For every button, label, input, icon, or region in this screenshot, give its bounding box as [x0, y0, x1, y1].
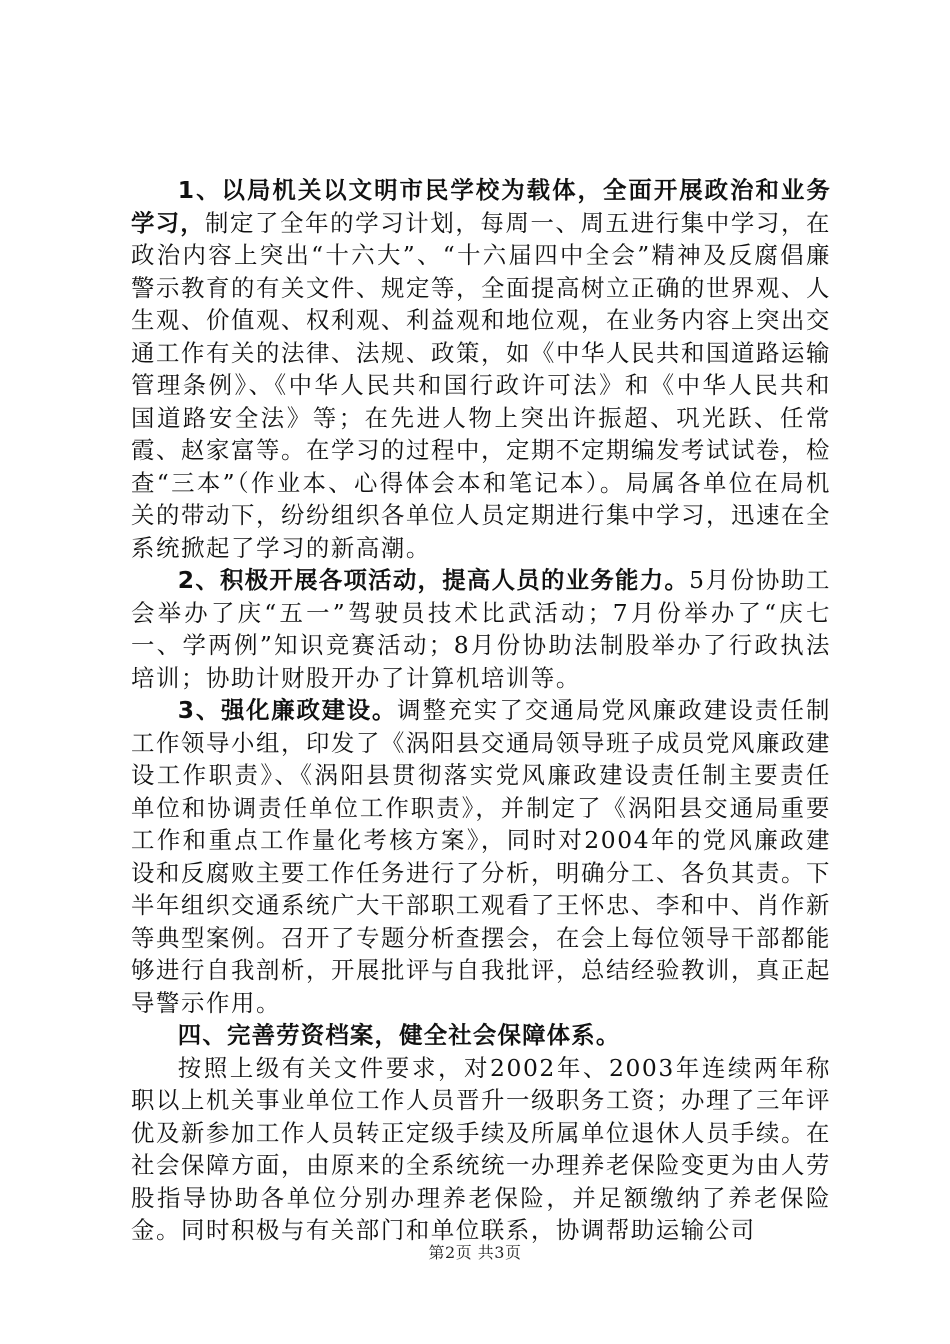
- page-number-footer: 第2页 共3页: [428, 1243, 522, 1262]
- section-heading: 四、完善劳资档案，健全社会保障体系。: [177, 1021, 621, 1049]
- document-body: [131, 174, 831, 1247]
- paragraph-integrity-lead: 3、强化廉政建设。: [177, 696, 398, 724]
- paragraph-study-lead: 1、以局机关以文明市民学校为载体，全面开展政治和业务学习，: [131, 176, 831, 237]
- paragraph-activities: [131, 564, 831, 694]
- paragraph-study-text: 制定了全年的学习计划，每周一、周五进行集中学习，在政治内容上突出“十六大”、“十六届四中全会”精神及反腐倡廉警示教育的有关文件、规定等，全面提高树立正确的世界观、人生观、价值观、权利观、利益观和地位观，在业务内容上突出交通工作有关的法律、法规、政策，如《中华人民共和国道路运输管理条例》、《中华人民共和国行政许可法》和《中华人民共和国道路安全法》等；在先进人物上突出许振超、巩光跃、任常霞、赵家富等。在学习的过程中，定期不定期编发考试试卷，检查“三本”（作业本、心得体会本和笔记本）。局属各单位在局机关的带动下，纷纷组织各单位人员定期进行集中学习，迅速在全系统掀起了学习的新高潮。: [131, 208, 831, 562]
- paragraph-integrity: [131, 694, 831, 1019]
- paragraph-integrity-text: 调整充实了交通局党风廉政建设责任制工作领导小组，印发了《涡阳县交通局领导班子成员党风廉政建设工作职责》、《涡阳县贯彻落实党风廉政建设责任制主要责任单位和协调责任单位工作职责》，并制定了《涡阳县交通局重要工作和重点工作量化考核方案》，同时对2004年的党风廉政建设和反腐败主要工作任务进行了分析，明确分工、各负其责。下半年组织交通系统广大干部职工观看了王怀忠、李和中、肖作新等典型案例。召开了专题分析查摆会，在会上每位领导干部都能够进行自我剖析，开展批评与自我批评，总结经验教训，真正起导警示作用。: [131, 696, 831, 1017]
- paragraph-activities-lead: 2、积极开展各项活动，提高人员的业务能力。: [177, 566, 690, 594]
- paragraph-study: [131, 174, 831, 564]
- paragraph-social-security: 按照上级有关文件要求，对2002年、2003年连续两年称职以上机关事业单位工作人员晋升一级职务工资；办理了三年评优及新参加工作人员转正定级手续及所属单位退休人员手续。在社会保障方面，由原来的全系统统一办理养老保险变更为由人劳股指导协助各单位分别办理养老保险，并足额缴纳了养老保险金。同时积极与有关部门和单位联系，协调帮助运输公司: [131, 1053, 831, 1244]
- paragraph-activities-text: 5月份协助工会举办了庆“五一”驾驶员技术比武活动；7月份举办了“庆七一、学两例”知识竞赛活动；8月份协助法制股举办了行政执法培训；协助计财股开办了计算机培训等。: [131, 566, 831, 692]
